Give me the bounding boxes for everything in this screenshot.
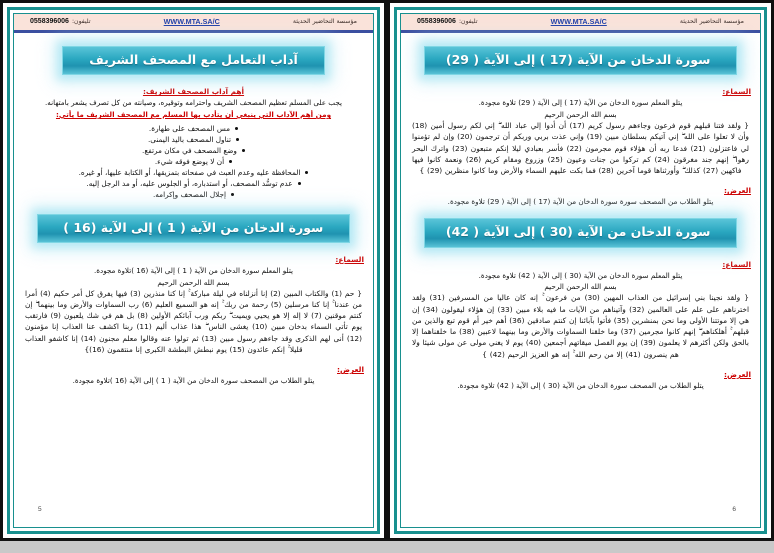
list-item	[23, 156, 364, 167]
listen-text: يتلو المعلم سورة الدخان من الآية (17 ) إلى الآية ( 29) تلاوة مجودة.	[478, 98, 683, 108]
listen-label-row	[410, 252, 751, 271]
page-running-header	[14, 14, 373, 33]
etiquette-intro: يجب على المسلم تعظيم المصحف الشريف واحترامه وتوقيره، وصيانته من كل تصرف يشعر بامتهانه.	[44, 98, 343, 108]
listen-text: يتلو المعلم سورة الدخان من الآية ( 1 ) إلى الآية (16 )تلاوة مجودة.	[93, 265, 294, 275]
quran-passage: { حم (1) والكتاب المبين (2) إنا أنزلناه في ليلة مباركة ۚ إنا كنا منذرين (3) فيها يفرق كل أمر حكيم (4) أمرا من عندنا ۚ إنا كنا مرسلين (5) رحمة من ربك ۚ إنه هو السميع العليم (6) رب السماوات والأرض وما بينهما ۖ إن كنتم موقنين (7) لا إله إلا هو يحيي ويميت ۖ ربكم ورب آبائكم الأولين (8) بل هم في شك يلعبون (9) فارتقب يوم تأتي السماء بدخان مبين (10) يغشى الناس ۖ هذا عذاب أليم (11) ربنا اكشف عنا العذاب إنا مؤمنون (12) أنى لهم الذكرى وقد جاءهم رسول مبين (13) ثم تولوا عنه وقالوا معلم مجنون (14) إنا كاشفو العذاب قليلا ۚ إنكم عائدون (15) يوم نبطش البطشة الكبرى إنا منتقمون (16)}	[25, 288, 363, 354]
banner-row	[23, 214, 364, 243]
show-label: العرض:	[724, 369, 751, 379]
viewer-bottom-strip	[0, 539, 774, 553]
header-org-name: مؤسسة التحاضير الحديثة	[679, 18, 744, 25]
header-website-link[interactable]: WWW.MTA.SA/C	[550, 17, 607, 26]
list-item-label: تناول المصحف باليد اليمنى.	[147, 135, 232, 145]
listen-label: السماع:	[722, 259, 751, 269]
page-border-inner	[13, 13, 374, 528]
lesson-block-30-42	[410, 252, 751, 392]
header-phone	[30, 18, 91, 25]
listen-label: السماع:	[722, 87, 751, 97]
bullet-dot-icon	[305, 171, 308, 174]
header-phone-number: 0558396006	[417, 18, 456, 25]
bullet-dot-icon	[229, 160, 232, 163]
list-item	[23, 189, 364, 200]
basmala-text: بسم الله الرحمن الرحيم	[157, 277, 230, 287]
list-item	[23, 178, 364, 189]
list-item-label: عدم توسُّد المصحف، أو استدباره، أو الجلوس عليه، أو مد الرجل إليه.	[86, 179, 293, 189]
banner-row	[410, 218, 751, 247]
section-banner-dukhan-17-29: سورة الدخان من الآية (17 ) إلى الآية ( 29)	[424, 46, 738, 75]
page-border-inner	[400, 13, 761, 528]
list-item	[23, 123, 364, 134]
document-page-5[interactable]	[0, 0, 387, 541]
lesson-block-17-29	[410, 79, 751, 208]
page-number-left: 5	[38, 506, 42, 513]
section-banner-dukhan-30-42: سورة الدخان من الآية (30 ) إلى الآية ( 42)	[424, 218, 738, 247]
header-website-link[interactable]: WWW.MTA.SA/C	[163, 17, 220, 26]
list-item-label: أن لا يوضع فوقه شيء.	[154, 157, 225, 167]
list-item-label: إجلال المصحف وإكرامه.	[152, 190, 227, 200]
banner-row	[23, 46, 364, 75]
quran-passage: { ولقد نجينا بني إسرائيل من العذاب المهين (30) من فرعون ۚ إنه كان عاليا من المسرفين (31) ولقد اخترناهم على علم على العالمين (32) وآتيناهم من الآيات ما فيه بلاء مبين (33) إن هؤلاء ليقولون (34) إن هي إلا موتتنا الأولى وما نحن بمنشرين (35) فأتوا بآبائنا إن كنتم صادقين (36) أهم خير أم قوم تبع والذين من قبلهم ۚ أهلكناهم ۖ إنهم كانوا مجرمين (37) وما خلقنا السماوات والأرض وما بينهما لاعبين (38) ما خلقناهما إلا بالحق ولكن أكثرهم لا يعلمون (39) إن يوم الفصل ميقاتهم أجمعين (40) يوم لا يغني مولى عن مولى شيئا ولا هم ينصرون (41) إلا من رحم الله ۚ إنه هو العزيز الرحيم (42) }	[412, 293, 749, 359]
show-label-row	[410, 362, 751, 381]
show-text: يتلو الطلاب من المصحف سورة الدخان من الآية (30 ) إلى الآية ( 42) تلاوة مجودة.	[457, 380, 704, 390]
list-item	[23, 167, 364, 178]
list-item-label: مس المصحف على طهارة.	[148, 123, 231, 133]
etiquette-block	[23, 79, 364, 200]
show-label: العرض:	[337, 365, 364, 375]
section-banner-adab: آداب التعامل مع المصحف الشريف	[62, 46, 325, 75]
list-item-label: وضع المصحف في مكان مرتفع.	[142, 146, 237, 156]
header-phone-label: تليفون:	[458, 18, 478, 25]
show-text: يتلو الطلاب من المصحف سورة الدخان من الآية ( 1 ) إلى الآية (16 )تلاوة مجودة.	[72, 376, 315, 386]
document-page-6[interactable]	[387, 0, 774, 541]
show-label: العرض:	[724, 186, 751, 196]
page-border-outer	[394, 7, 767, 534]
show-label-row	[410, 178, 751, 197]
bullet-dot-icon	[235, 127, 238, 130]
section-banner-dukhan-1-16: سورة الدخان من الآية ( 1 ) إلى الآية (16 )	[37, 214, 351, 243]
bullet-dot-icon	[298, 182, 301, 185]
basmala-text: بسم الله الرحمن الرحيم	[544, 282, 617, 292]
list-item-label: المحافظة عليه وعدم العبث في صفحاته بتمزيقها، أو الكتابة عليها، أو غيره.	[78, 168, 301, 178]
show-label-row	[23, 357, 364, 376]
page-6-body	[401, 33, 760, 527]
listen-label-row	[410, 79, 751, 98]
page-border-outer	[7, 7, 380, 534]
listen-label: السماع:	[335, 254, 364, 264]
show-text: يتلو الطلاب من المصحف سورة سورة الدخان من الآية (17 ) إلى الآية ( 29) تلاوة مجودة.	[447, 197, 714, 207]
listen-text: يتلو المعلم سورة الدخان من الآية (30 ) إلى الآية ( 42) تلاوة مجودة.	[478, 270, 683, 280]
header-phone-label: تليفون:	[71, 18, 91, 25]
bullet-dot-icon	[236, 138, 239, 141]
etiquette-heading: أهم آداب المصحف الشريف:	[142, 87, 245, 97]
quran-passage: { ولقد فتنا قبلهم قوم فرعون وجاءهم رسول كريم (17) أن أدوا إلي عباد الله ۖ إني لكم رسول أمين (18) وأن لا تعلوا على الله ۖ إني آتيكم بسلطان مبين (19) وإني عذت بربي وربكم أن ترجمون (20) وإن لم تؤمنوا لي فاعتزلون (21) فدعا ربه أن هؤلاء قوم مجرمون (22) فأسر بعبادي ليلا إنكم متبعون (23) واترك البحر رهوا ۖ إنهم جند مغرقون (24) كم تركوا من جنات وعيون (25) وزروع ومقام كريم (26) ونعمة كانوا فيها فاكهين (27) كذلك ۖ وأورثناها قوما آخرين (28) فما بكت عليهم السماء والأرض وما كانوا منظرين (29) }	[412, 121, 750, 176]
lesson-block-1-16	[23, 247, 364, 387]
basmala-text: بسم الله الرحمن الرحيم	[544, 110, 617, 120]
page-5-body	[14, 33, 373, 527]
page-running-header	[401, 14, 760, 33]
list-item	[23, 145, 364, 156]
bullet-dot-icon	[231, 193, 234, 196]
bullet-dot-icon	[242, 149, 245, 152]
banner-row	[410, 46, 751, 75]
header-org-name: مؤسسة التحاضير الحديثة	[292, 18, 357, 25]
header-phone	[417, 18, 478, 25]
listen-label-row	[23, 247, 364, 266]
etiquette-heading-row	[23, 79, 364, 98]
etiquette-lead: ومن أهم الآداب التي ينبغي أن يتأدب بها المسلم مع المصحف الشريف ما يأتي:	[55, 110, 332, 120]
etiquette-bullet-list	[23, 123, 364, 201]
page-number-right: 6	[732, 506, 736, 513]
header-phone-number: 0558396006	[30, 18, 69, 25]
list-item	[23, 134, 364, 145]
